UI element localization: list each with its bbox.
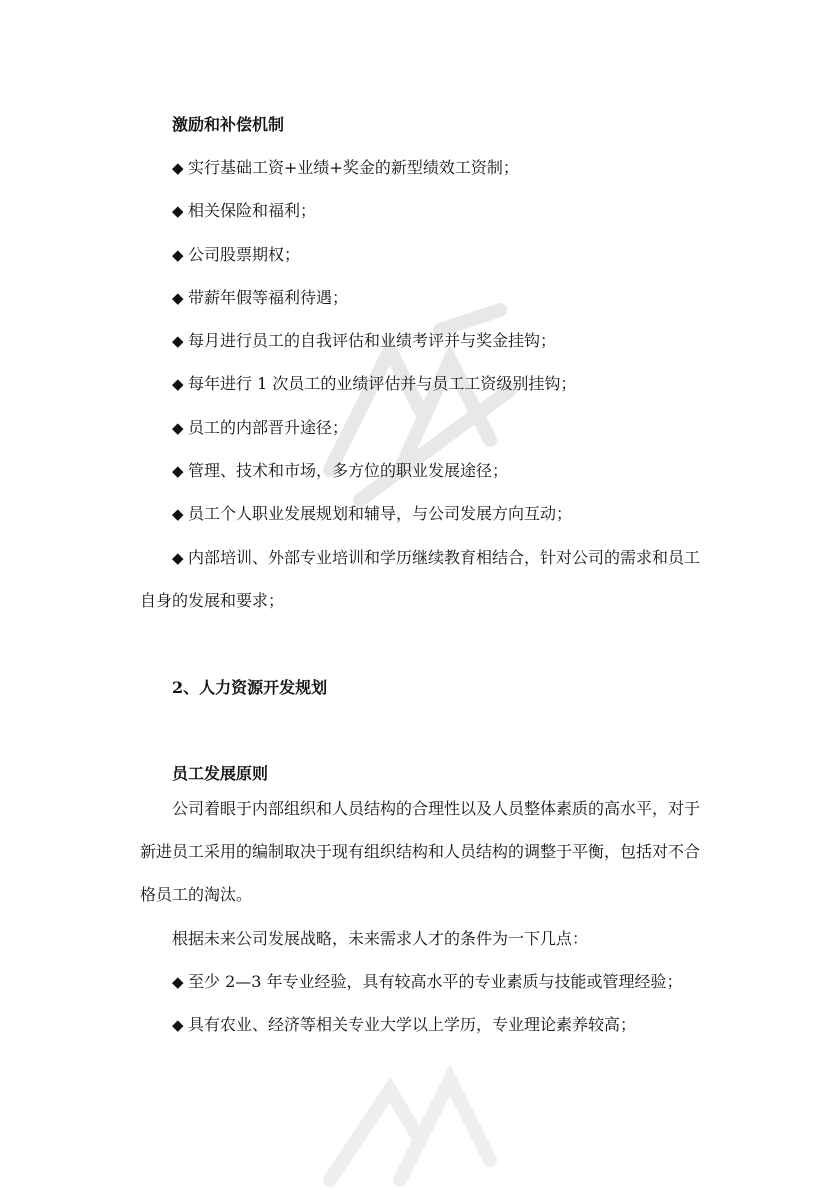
diamond-bullet-icon: ◆: [172, 1016, 184, 1034]
watermark-stamp-bottom: [300, 1050, 540, 1190]
list-item: ◆ 每月进行员工的自我评估和业绩考评并与奖金挂钩；: [172, 331, 557, 350]
diamond-bullet-icon: ◆: [172, 159, 184, 177]
diamond-bullet-icon: ◆: [172, 375, 184, 393]
diamond-bullet-icon: ◆: [172, 332, 184, 350]
diamond-bullet-icon: ◆: [172, 973, 184, 991]
list-item: ◆ 至少 2—3 年专业经验，具有较高水平的专业素质与技能或管理经验；: [172, 972, 683, 991]
diamond-bullet-icon: ◆: [172, 505, 184, 523]
diamond-bullet-icon: ◆: [172, 419, 184, 437]
section-title-hr-planning: 2、人力资源开发规划: [172, 678, 328, 697]
list-item-continuation: 自身的发展和要求；: [140, 591, 285, 610]
diamond-bullet-icon: ◆: [172, 289, 184, 307]
diamond-bullet-icon: ◆: [172, 462, 184, 480]
paragraph-line: 根据未来公司发展战略，未来需求人才的条件为一下几点：: [172, 929, 589, 948]
list-item: ◆ 每年进行 1 次员工的业绩评估并与员工工资级别挂钩；: [172, 374, 577, 393]
paragraph-line: 公司着眼于内部组织和人员结构的合理性以及人员整体素质的高水平，对于: [172, 799, 701, 818]
list-item: ◆ 公司股票期权；: [172, 245, 301, 264]
list-item: ◆ 实行基础工资+业绩+奖金的新型绩效工资制；: [172, 158, 519, 177]
paragraph-line: 格员工的淘汰。: [140, 885, 253, 904]
diamond-bullet-icon: ◆: [172, 202, 184, 220]
subheading-employee-development: 员工发展原则: [172, 764, 269, 783]
list-item: ◆ 员工的内部晋升途径；: [172, 418, 349, 437]
list-item: ◆ 管理、技术和市场，多方位的职业发展途径；: [172, 461, 509, 480]
diamond-bullet-icon: ◆: [172, 246, 184, 264]
paragraph-line: 新进员工采用的编制取决于现有组织结构和人员结构的调整于平衡，包括对不合: [140, 842, 701, 861]
list-item: ◆ 内部培训、外部专业培训和学历继续教育相结合，针对公司的需求和员工: [172, 548, 701, 567]
list-item: ◆ 带薪年假等福利待遇；: [172, 288, 349, 307]
list-item: ◆ 员工个人职业发展规划和辅导，与公司发展方向互动；: [172, 504, 573, 523]
list-item: ◆ 相关保险和福利；: [172, 201, 317, 220]
list-item: ◆ 具有农业、经济等相关专业大学以上学历，专业理论素养较高；: [172, 1015, 637, 1034]
watermark-stamp: [300, 270, 540, 530]
diamond-bullet-icon: ◆: [172, 549, 184, 567]
section-heading-incentive: 激励和补偿机制: [172, 115, 285, 134]
